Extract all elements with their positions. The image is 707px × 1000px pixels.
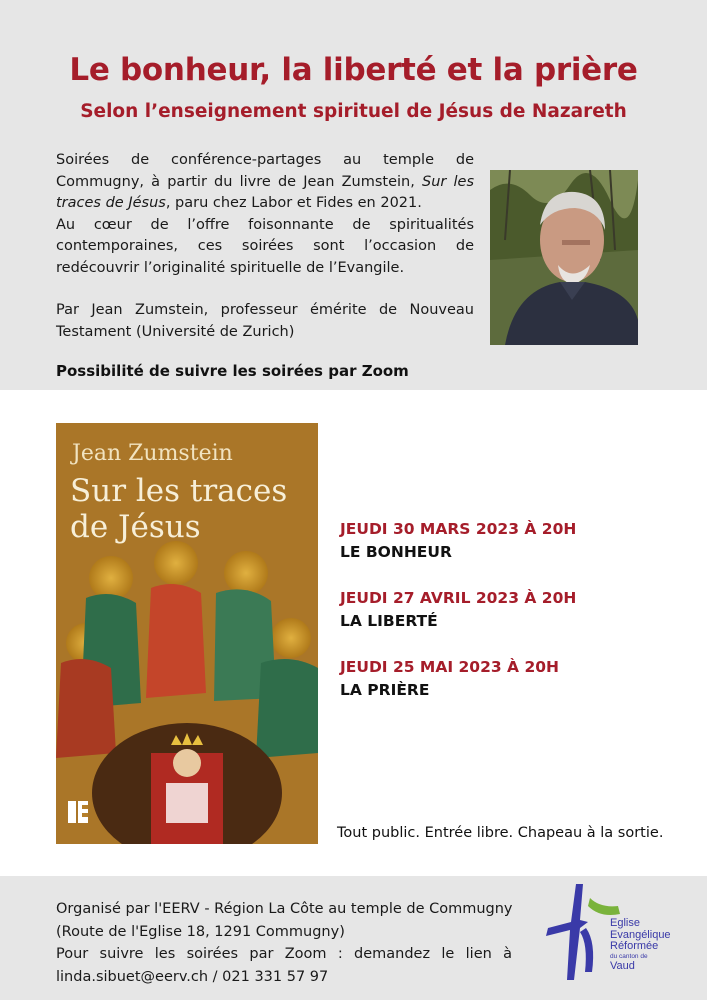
organizer-contact: Pour suivre les soirées par Zoom : demandez le lien à linda.sibuet@eerv.ch / 021 331 57 97 bbox=[56, 946, 512, 985]
page-title: Le bonheur, la liberté et la prière bbox=[69, 52, 638, 88]
event-topic: LA LIBERTÉ bbox=[340, 612, 438, 630]
book-author: Jean Zumstein bbox=[72, 441, 233, 466]
event-date: JEUDI 27 AVRIL 2023 À 20H bbox=[340, 589, 577, 607]
organizer-address: (Route de l'Eglise 18, 1291 Commugny) bbox=[56, 923, 345, 940]
logo-text: Eglise Evangélique Réformée du canton de Vaud bbox=[610, 917, 671, 972]
book-title-italic: Sur les traces de Jésus bbox=[56, 173, 475, 211]
organizer-info bbox=[56, 898, 512, 988]
intro-paragraph-3: Par Jean Zumstein, professeur émérite de Nouveau Testament (Université de Zurich) bbox=[56, 302, 474, 340]
event-list bbox=[340, 518, 680, 725]
book-title: Sur les traces de Jésus bbox=[70, 473, 288, 545]
book-cover bbox=[56, 423, 318, 844]
event-date: JEUDI 30 MARS 2023 À 20H bbox=[340, 520, 577, 538]
event-item bbox=[340, 518, 680, 564]
eerv-logo bbox=[540, 880, 690, 990]
author-photo bbox=[490, 170, 638, 345]
zoom-note: Possibilité de suivre les soirées par Zoom bbox=[56, 362, 409, 380]
intro-paragraph-2: Au cœur de l’offre foisonnante de spiritualités contemporaines, ces soirées sont l’occasion de redécouvrir l’originalité spirituelle de l’Evangile. bbox=[56, 216, 474, 276]
event-date: JEUDI 25 MAI 2023 À 20H bbox=[340, 658, 559, 676]
organizer-line-1: Organisé par l'EERV - Région La Côte au temple de Commugny bbox=[56, 901, 513, 917]
intro-text bbox=[56, 150, 474, 343]
event-item bbox=[340, 587, 680, 633]
public-note: Tout public. Entrée libre. Chapeau à la sortie. bbox=[337, 825, 664, 841]
event-topic: LA PRIÈRE bbox=[340, 681, 430, 699]
event-topic: LE BONHEUR bbox=[340, 543, 452, 561]
event-item bbox=[340, 656, 680, 702]
intro-paragraph-1: Soirées de conférence-partages au temple de Commugny, à partir du livre de Jean Zumstein, Sur les traces de Jésus, paru chez Labor et Fides en 2021. bbox=[56, 152, 475, 211]
page-subtitle: Selon l’enseignement spirituel de Jésus de Nazareth bbox=[80, 101, 627, 122]
